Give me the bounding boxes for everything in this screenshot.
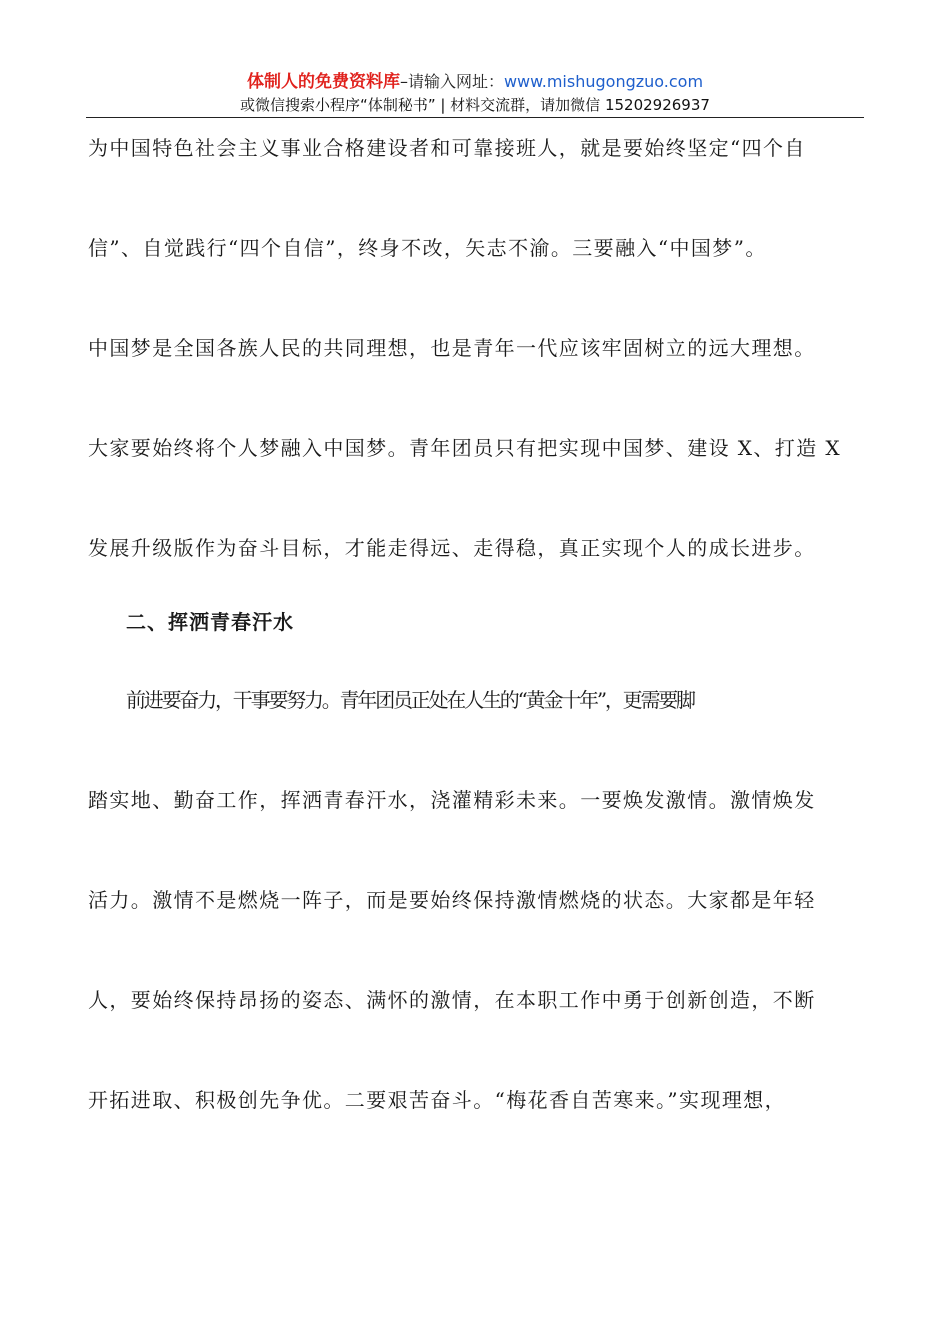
brand-title: 体制人的免费资料库 (246, 72, 400, 92)
text-line: 为中国特色社会主义事业合格建设者和可靠接班人，就是要始终坚定“四个自 (88, 136, 806, 160)
text-line: 大家要始终将个人梦融入中国梦。青年团员只有把实现中国梦、建设 X、打造 X (88, 436, 841, 460)
text-line: 踏实地、勤奋工作，挥洒青春汗水，浇灌精彩未来。一要焕发激情。激情焕发 (88, 788, 816, 812)
text-line: 开拓进取、积极创先争优。二要艰苦奋斗。“梅花香自苦寒来。”实现理想， (88, 1088, 787, 1112)
text-line: 发展升级版作为奋斗目标，才能走得远、走得稳，真正实现个人的成长进步。 (88, 536, 816, 560)
page-header (0, 70, 950, 116)
header-divider (86, 117, 864, 118)
url-prompt: –请输入网址： (399, 72, 504, 91)
text-line: 前进要奋力，干事要努力。青年团员正处在人生的“黄金十年”，更需要脚 (126, 688, 694, 712)
text-line: 活力。激情不是燃烧一阵子，而是要始终保持激情燃烧的状态。大家都是年轻 (88, 888, 816, 912)
text-line: 人，要始终保持昂扬的姿态、满怀的激情，在本职工作中勇于创新创造，不断 (88, 988, 816, 1012)
text-line: 中国梦是全国各族人民的共同理想，也是青年一代应该牢固树立的远大理想。 (88, 336, 816, 360)
section-heading: 二、挥洒青春汗水 (126, 610, 294, 634)
header-line-1 (0, 70, 950, 94)
text-line: 信”、自觉践行“四个自信”，终身不改，矢志不渝。三要融入“中国梦”。 (88, 236, 767, 260)
header-line-2: 或微信搜索小程序“体制秘书” | 材料交流群，请加微信 15202926937 (240, 96, 710, 114)
website-link[interactable]: www.mishugongzuo.com (503, 72, 704, 91)
